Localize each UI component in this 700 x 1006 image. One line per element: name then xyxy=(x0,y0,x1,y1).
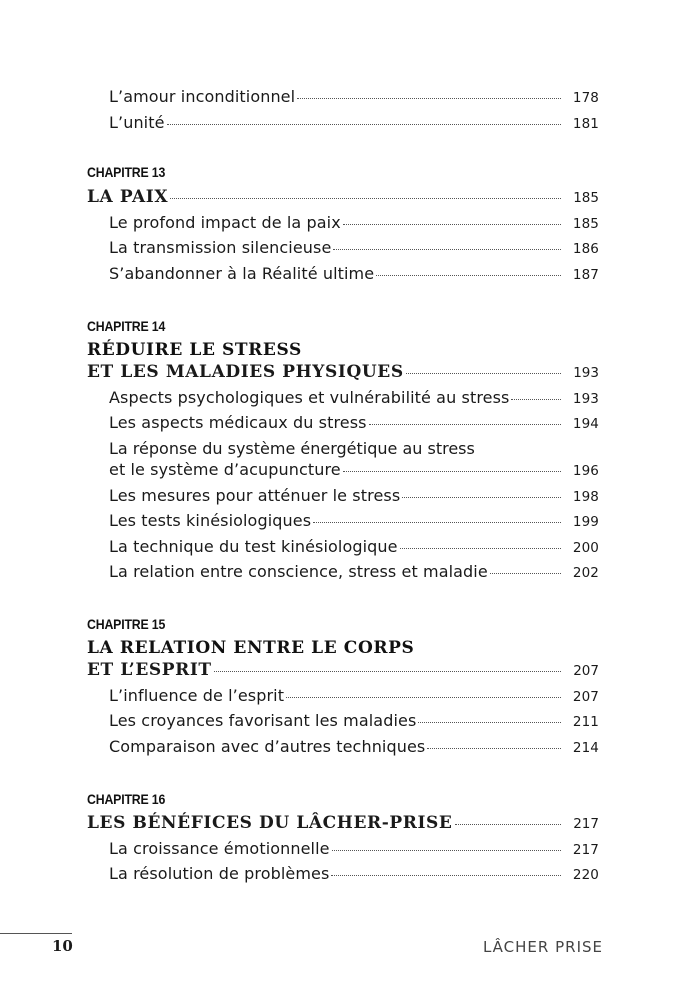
chapter-label: CHAPITRE 16 xyxy=(87,791,166,807)
toc-entry xyxy=(109,213,599,234)
chapter-page: 207 xyxy=(573,663,599,679)
chapter-title: RÉDUIRE LE STRESS xyxy=(87,340,302,360)
toc-entry-page: 214 xyxy=(572,740,599,756)
footer-rule xyxy=(0,933,72,934)
toc-entry xyxy=(109,113,599,134)
dot-leader xyxy=(297,97,561,99)
dot-leader xyxy=(343,470,561,472)
toc-entry xyxy=(109,711,599,732)
toc-entry-title: et le système d’acupuncture xyxy=(109,460,341,479)
toc-entry-title: L’unité xyxy=(109,113,165,132)
dot-leader xyxy=(333,248,561,250)
toc-entry-title: La résolution de problèmes xyxy=(109,864,330,883)
footer-book-title: LÂCHER PRISE xyxy=(482,938,603,956)
dot-leader xyxy=(490,572,561,574)
dot-leader xyxy=(331,874,561,876)
toc-entry-title-line1: La réponse du système énergétique au stress xyxy=(109,439,475,458)
toc-entry xyxy=(109,839,599,860)
toc-entry xyxy=(109,264,599,285)
toc-entry-title: L’amour inconditionnel xyxy=(109,87,296,106)
chapter-title: LA RELATION ENTRE LE CORPS xyxy=(87,638,415,658)
toc-entry-page: 202 xyxy=(572,565,599,581)
dot-leader xyxy=(313,521,561,523)
toc-entry-title: La transmission silencieuse xyxy=(109,238,332,257)
chapter-label: CHAPITRE 14 xyxy=(87,318,166,334)
dot-leader xyxy=(406,372,561,374)
toc-entry xyxy=(109,686,599,707)
dot-leader xyxy=(343,223,561,225)
chapter-page: 185 xyxy=(573,190,599,206)
chapter-title: LES BÉNÉFICES DU LÂCHER-PRISE xyxy=(87,813,453,833)
chapter-title: ET LES MALADIES PHYSIQUES xyxy=(87,362,404,382)
toc-entry-page: 217 xyxy=(572,842,599,858)
chapter-label: CHAPITRE 13 xyxy=(87,164,166,180)
toc-entry-title: Les mesures pour atténuer le stress xyxy=(109,486,401,505)
footer-page-number: 10 xyxy=(52,937,73,955)
dot-leader xyxy=(427,747,561,749)
toc-entry-page: 186 xyxy=(572,241,599,257)
toc-entry-title: Comparaison avec d’autres techniques xyxy=(109,737,426,756)
dot-leader xyxy=(332,849,561,851)
toc-entry xyxy=(109,388,599,409)
toc-entry-page: 194 xyxy=(572,416,599,432)
toc-entry-title: Le profond impact de la paix xyxy=(109,213,341,232)
dot-leader xyxy=(369,423,561,425)
toc-entry-page: 198 xyxy=(572,489,599,505)
toc-entry-page: 178 xyxy=(572,90,599,106)
chapter-title-entry xyxy=(87,361,599,383)
chapter-title-entry xyxy=(87,659,599,681)
dot-leader xyxy=(418,721,561,723)
dot-leader xyxy=(402,496,561,498)
dot-leader xyxy=(170,197,561,199)
toc-entry xyxy=(109,737,599,758)
toc-entry-page: 220 xyxy=(572,867,599,883)
toc-entry-title: La technique du test kinésiologique xyxy=(109,537,398,556)
dot-leader xyxy=(455,823,562,825)
chapter-title-entry xyxy=(87,186,599,208)
toc-entry-page: 196 xyxy=(572,463,599,479)
toc-entry xyxy=(109,413,599,434)
toc-entry xyxy=(109,864,599,885)
toc-entry-title: Aspects psychologiques et vulnérabilité au stress xyxy=(109,388,510,407)
toc-entry-page: 185 xyxy=(572,216,599,232)
chapter-title: ET L’ESPRIT xyxy=(87,660,212,680)
toc-entry-page: 207 xyxy=(572,689,599,705)
toc-entry-title: La relation entre conscience, stress et maladie xyxy=(109,562,488,581)
toc-entry-title: Les aspects médicaux du stress xyxy=(109,413,367,432)
chapter-title: LA PAIX xyxy=(87,187,169,207)
toc-entry-title: La croissance émotionnelle xyxy=(109,839,330,858)
toc-entry xyxy=(109,562,599,583)
toc-entry-page: 200 xyxy=(572,540,599,556)
toc-entry-title: Les croyances favorisant les maladies xyxy=(109,711,417,730)
toc-entry xyxy=(109,238,599,259)
toc-entry xyxy=(109,87,599,108)
dot-leader xyxy=(400,547,561,549)
dot-leader xyxy=(167,123,561,125)
toc-entry-page: 199 xyxy=(572,514,599,530)
dot-leader xyxy=(214,670,561,672)
toc-entry xyxy=(109,537,599,558)
toc-entry-page: 211 xyxy=(572,714,599,730)
chapter-page: 193 xyxy=(573,365,599,381)
toc-entry-title: S’abandonner à la Réalité ultime xyxy=(109,264,375,283)
dot-leader xyxy=(511,398,561,400)
toc-entry-page: 187 xyxy=(572,267,599,283)
dot-leader xyxy=(286,696,561,698)
toc-entry-page: 181 xyxy=(572,116,599,132)
toc-entry xyxy=(109,460,599,481)
toc-entry-title: Les tests kinésiologiques xyxy=(109,511,312,530)
toc-entry xyxy=(109,511,599,532)
toc-entry xyxy=(109,486,599,507)
chapter-page: 217 xyxy=(573,816,599,832)
chapter-title-entry xyxy=(87,812,599,834)
chapter-label: CHAPITRE 15 xyxy=(87,616,166,632)
toc-entry-title: L’influence de l’esprit xyxy=(109,686,285,705)
toc-entry-page: 193 xyxy=(572,391,599,407)
dot-leader xyxy=(376,274,561,276)
